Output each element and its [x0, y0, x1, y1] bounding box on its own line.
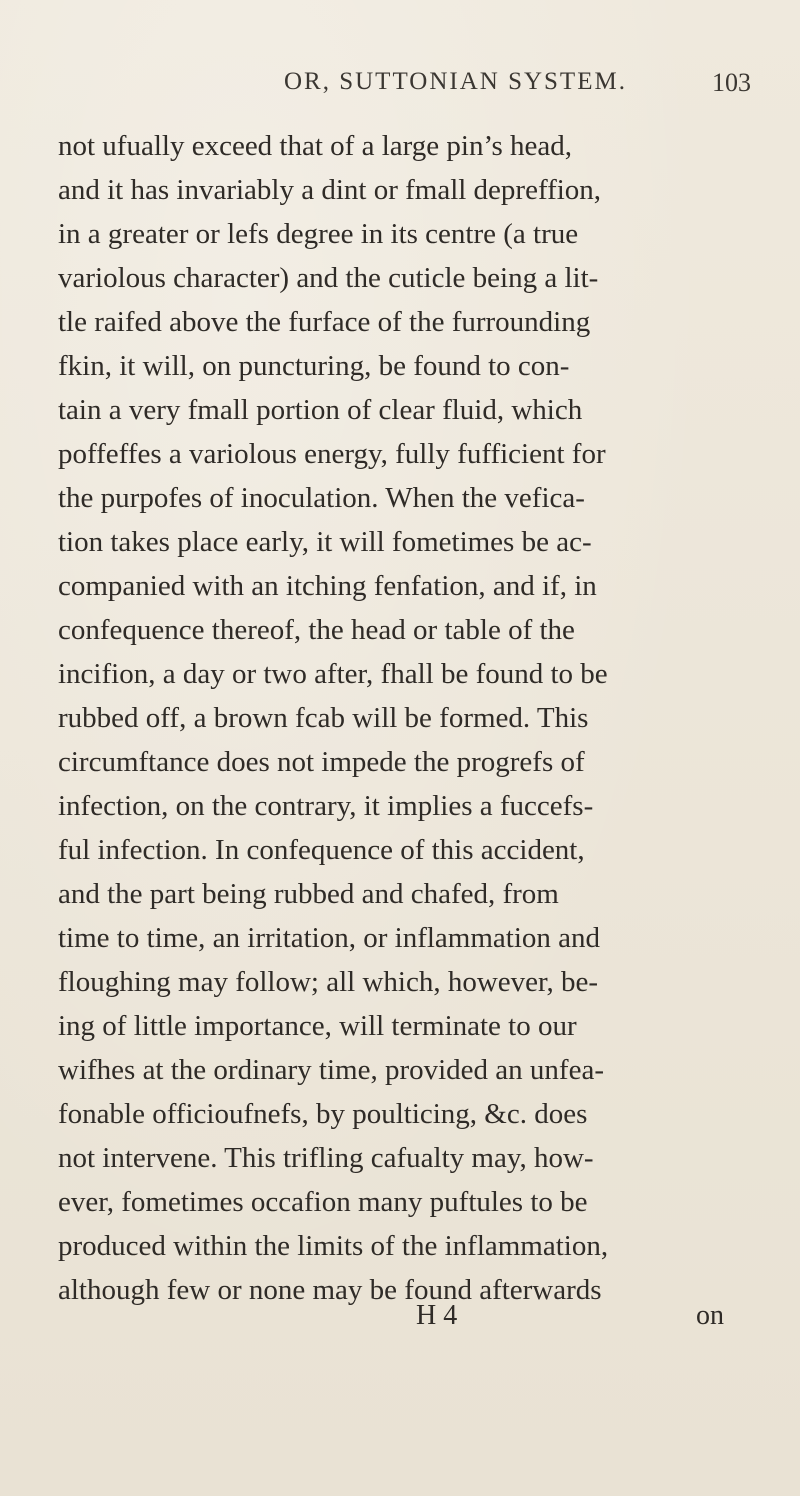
text-line: not ufually exceed that of a large pin’s head,: [58, 130, 573, 162]
text-line: ful infection. In confequence of this accident,: [58, 834, 585, 866]
text-line: ing of little importance, will terminate to our: [58, 1010, 577, 1042]
text-line: incifion, a day or two after, fhall be found to be: [58, 658, 608, 690]
text-line: floughing may follow; all which, however, be-: [58, 966, 599, 998]
text-line: tion takes place early, it will fometimes be ac-: [58, 526, 592, 558]
page-number: 103: [712, 68, 751, 97]
text-line: tain a very fmall portion of clear fluid, which: [58, 394, 583, 426]
text-line: and it has invariably a dint or fmall depreffion,: [58, 174, 602, 206]
text-line: the purpofes of inoculation. When the vefica-: [58, 482, 585, 514]
text-line: time to time, an irritation, or inflammation and: [58, 922, 601, 954]
text-line: infection, on the contrary, it implies a fuccefs-: [58, 790, 594, 822]
text-line: tle raifed above the furface of the furrounding: [58, 306, 591, 338]
text-line: although few or none may be found afterwards: [58, 1274, 602, 1306]
page-footer: [0, 1300, 800, 1340]
text-line: and the part being rubbed and chafed, from: [58, 878, 559, 910]
text-line: rubbed off, a brown fcab will be formed. This: [58, 702, 589, 734]
page-header: [0, 68, 800, 108]
text-line: companied with an itching fenfation, and if, in: [58, 570, 597, 602]
text-line: variolous character) and the cuticle being a lit-: [58, 262, 599, 294]
signature-mark: H 4: [416, 1300, 458, 1331]
text-line: fonable officioufnefs, by poulticing, &c. does: [58, 1098, 588, 1130]
text-line: confequence thereof, the head or table of the: [58, 614, 575, 646]
text-line: in a greater or lefs degree in its centre (a true: [58, 218, 579, 250]
text-line: wifhes at the ordinary time, provided an unfea-: [58, 1054, 604, 1086]
running-head: OR, SUTTONIAN SYSTEM.: [284, 68, 627, 95]
text-line: circumftance does not impede the progrefs of: [58, 746, 585, 778]
text-line: not intervene. This trifling cafualty may, how-: [58, 1142, 594, 1174]
catchword: on: [696, 1300, 724, 1331]
text-line: poffeffes a variolous energy, fully fufficient for: [58, 438, 606, 470]
text-line: produced within the limits of the inflammation,: [58, 1230, 609, 1262]
text-line: fkin, it will, on puncturing, be found to con-: [58, 350, 570, 382]
text-line: ever, fometimes occafion many puftules to be: [58, 1186, 588, 1218]
